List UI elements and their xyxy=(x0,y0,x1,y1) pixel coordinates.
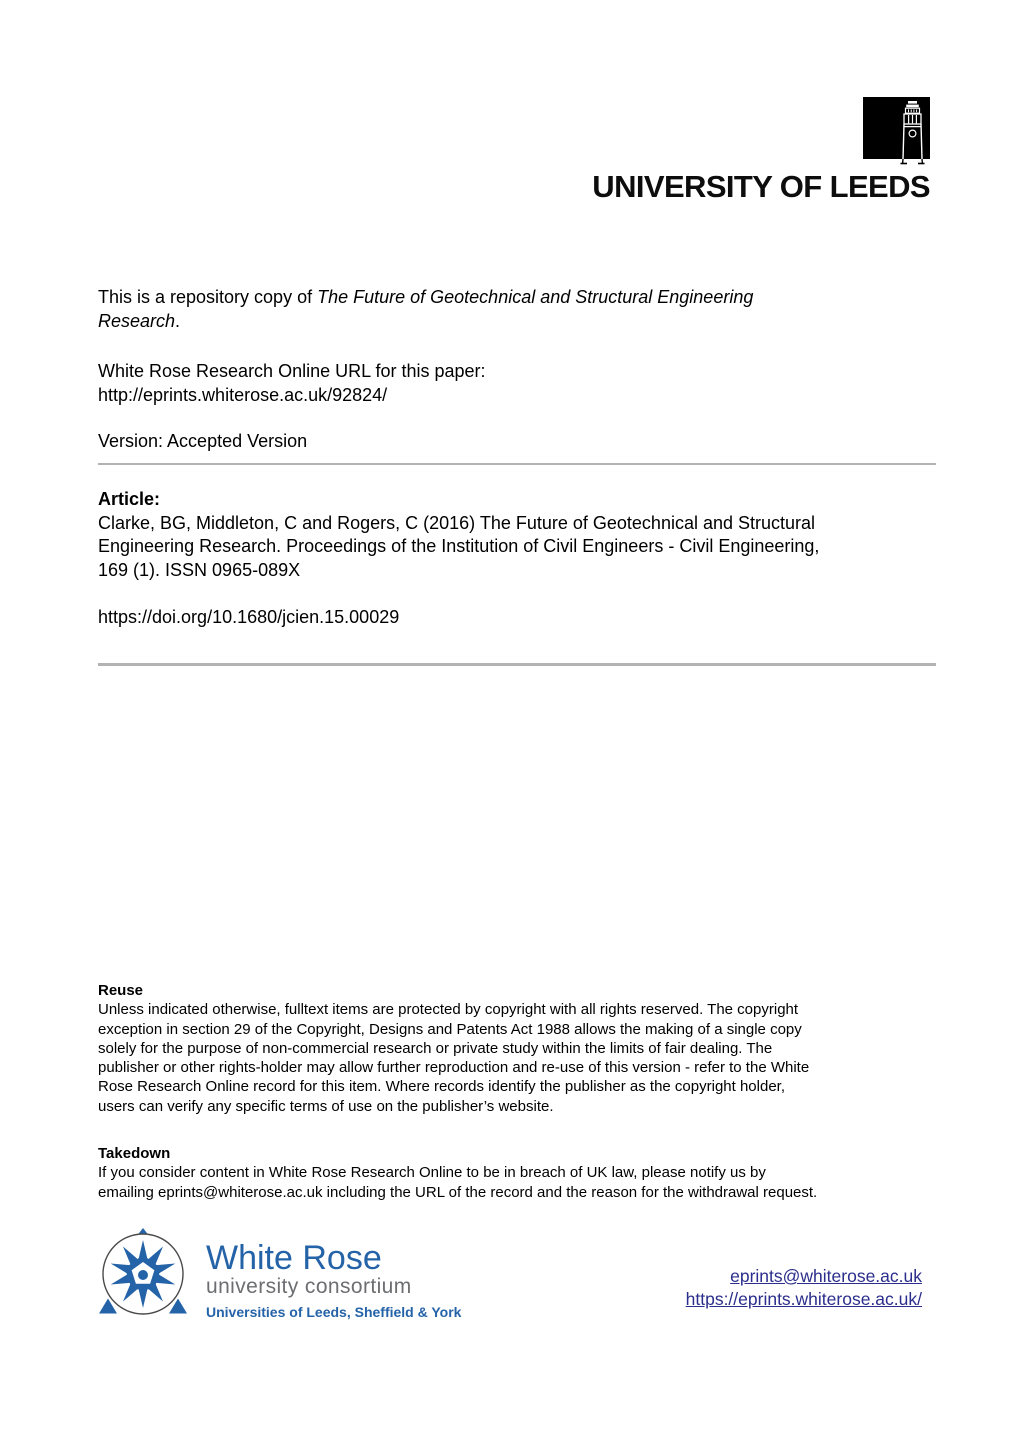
university-of-leeds-logo xyxy=(570,97,930,202)
white-rose-universities: Universities of Leeds, Sheffield & York xyxy=(206,1304,462,1320)
reuse-line: Rose Research Online record for this item. Where records identify the publisher as the copyright holder, xyxy=(98,1078,785,1096)
repository-note xyxy=(98,286,753,333)
white-rose-name: White Rose xyxy=(206,1239,382,1277)
reuse-line: exception in section 29 of the Copyright, Designs and Patents Act 1988 allows the making of a single copy xyxy=(98,1020,802,1038)
paper-url[interactable]: http://eprints.whiterose.ac.uk/92824/ xyxy=(98,384,388,405)
divider-rule-bottom xyxy=(98,663,936,666)
divider-rule-top xyxy=(98,463,936,465)
leeds-tower-icon xyxy=(863,97,930,165)
spacer xyxy=(98,582,819,606)
reuse-line: solely for the purpose of non-commercial research or private study within the limits of fair dealing. The xyxy=(98,1039,773,1057)
doi-link[interactable]: https://doi.org/10.1680/jcien.15.00029 xyxy=(98,606,400,627)
white-rose-logo xyxy=(96,1227,196,1327)
takedown-line: If you consider content in White Rose Research Online to be in breach of UK law, please notify us by xyxy=(98,1164,766,1182)
reuse-line: Unless indicated otherwise, fulltext items are protected by copyright with all rights reserved. The copyright xyxy=(98,1001,799,1019)
repository-note-line2: Research. xyxy=(98,310,181,331)
url-section xyxy=(98,360,486,407)
eprints-email-link[interactable]: eprints@whiterose.ac.uk xyxy=(730,1266,922,1286)
version-line: Version: Accepted Version xyxy=(98,431,308,451)
article-heading: Article: xyxy=(98,489,161,509)
reuse-line: publisher or other rights-holder may allow further reproduction and re-use of this version - refer to the White xyxy=(98,1059,810,1077)
url-section-label: White Rose Research Online URL for this paper: xyxy=(98,361,486,381)
takedown-line: emailing eprints@whiterose.ac.uk including the URL of the record and the reason for the withdrawal request. xyxy=(98,1183,818,1201)
footer-links xyxy=(686,1265,922,1310)
takedown-section xyxy=(98,1144,817,1202)
citation-line: 169 (1). ISSN 0965-089X xyxy=(98,559,301,580)
white-rose-wordmark xyxy=(206,1241,461,1320)
takedown-heading: Takedown xyxy=(98,1145,171,1162)
white-rose-rosette-icon xyxy=(96,1227,196,1322)
article-section xyxy=(98,488,819,629)
eprints-repository-link[interactable]: https://eprints.whiterose.ac.uk/ xyxy=(685,1288,922,1309)
white-rose-subtitle: university consortium xyxy=(206,1275,412,1298)
reuse-heading: Reuse xyxy=(98,982,144,999)
reuse-section xyxy=(98,981,809,1116)
citation-line: Clarke, BG, Middleton, C and Rogers, C (2016) The Future of Geotechnical and Structural xyxy=(98,512,816,533)
citation-line: Engineering Research. Proceedings of the Institution of Civil Engineers - Civil Engineering, xyxy=(98,536,820,556)
reuse-line: users can verify any specific terms of use on the publisher’s website. xyxy=(98,1097,554,1115)
leeds-wordmark: UNIVERSITY OF LEEDS xyxy=(592,169,930,204)
repository-note-line1: This is a repository copy of The Future of Geotechnical and Structural Engineering xyxy=(98,287,754,307)
